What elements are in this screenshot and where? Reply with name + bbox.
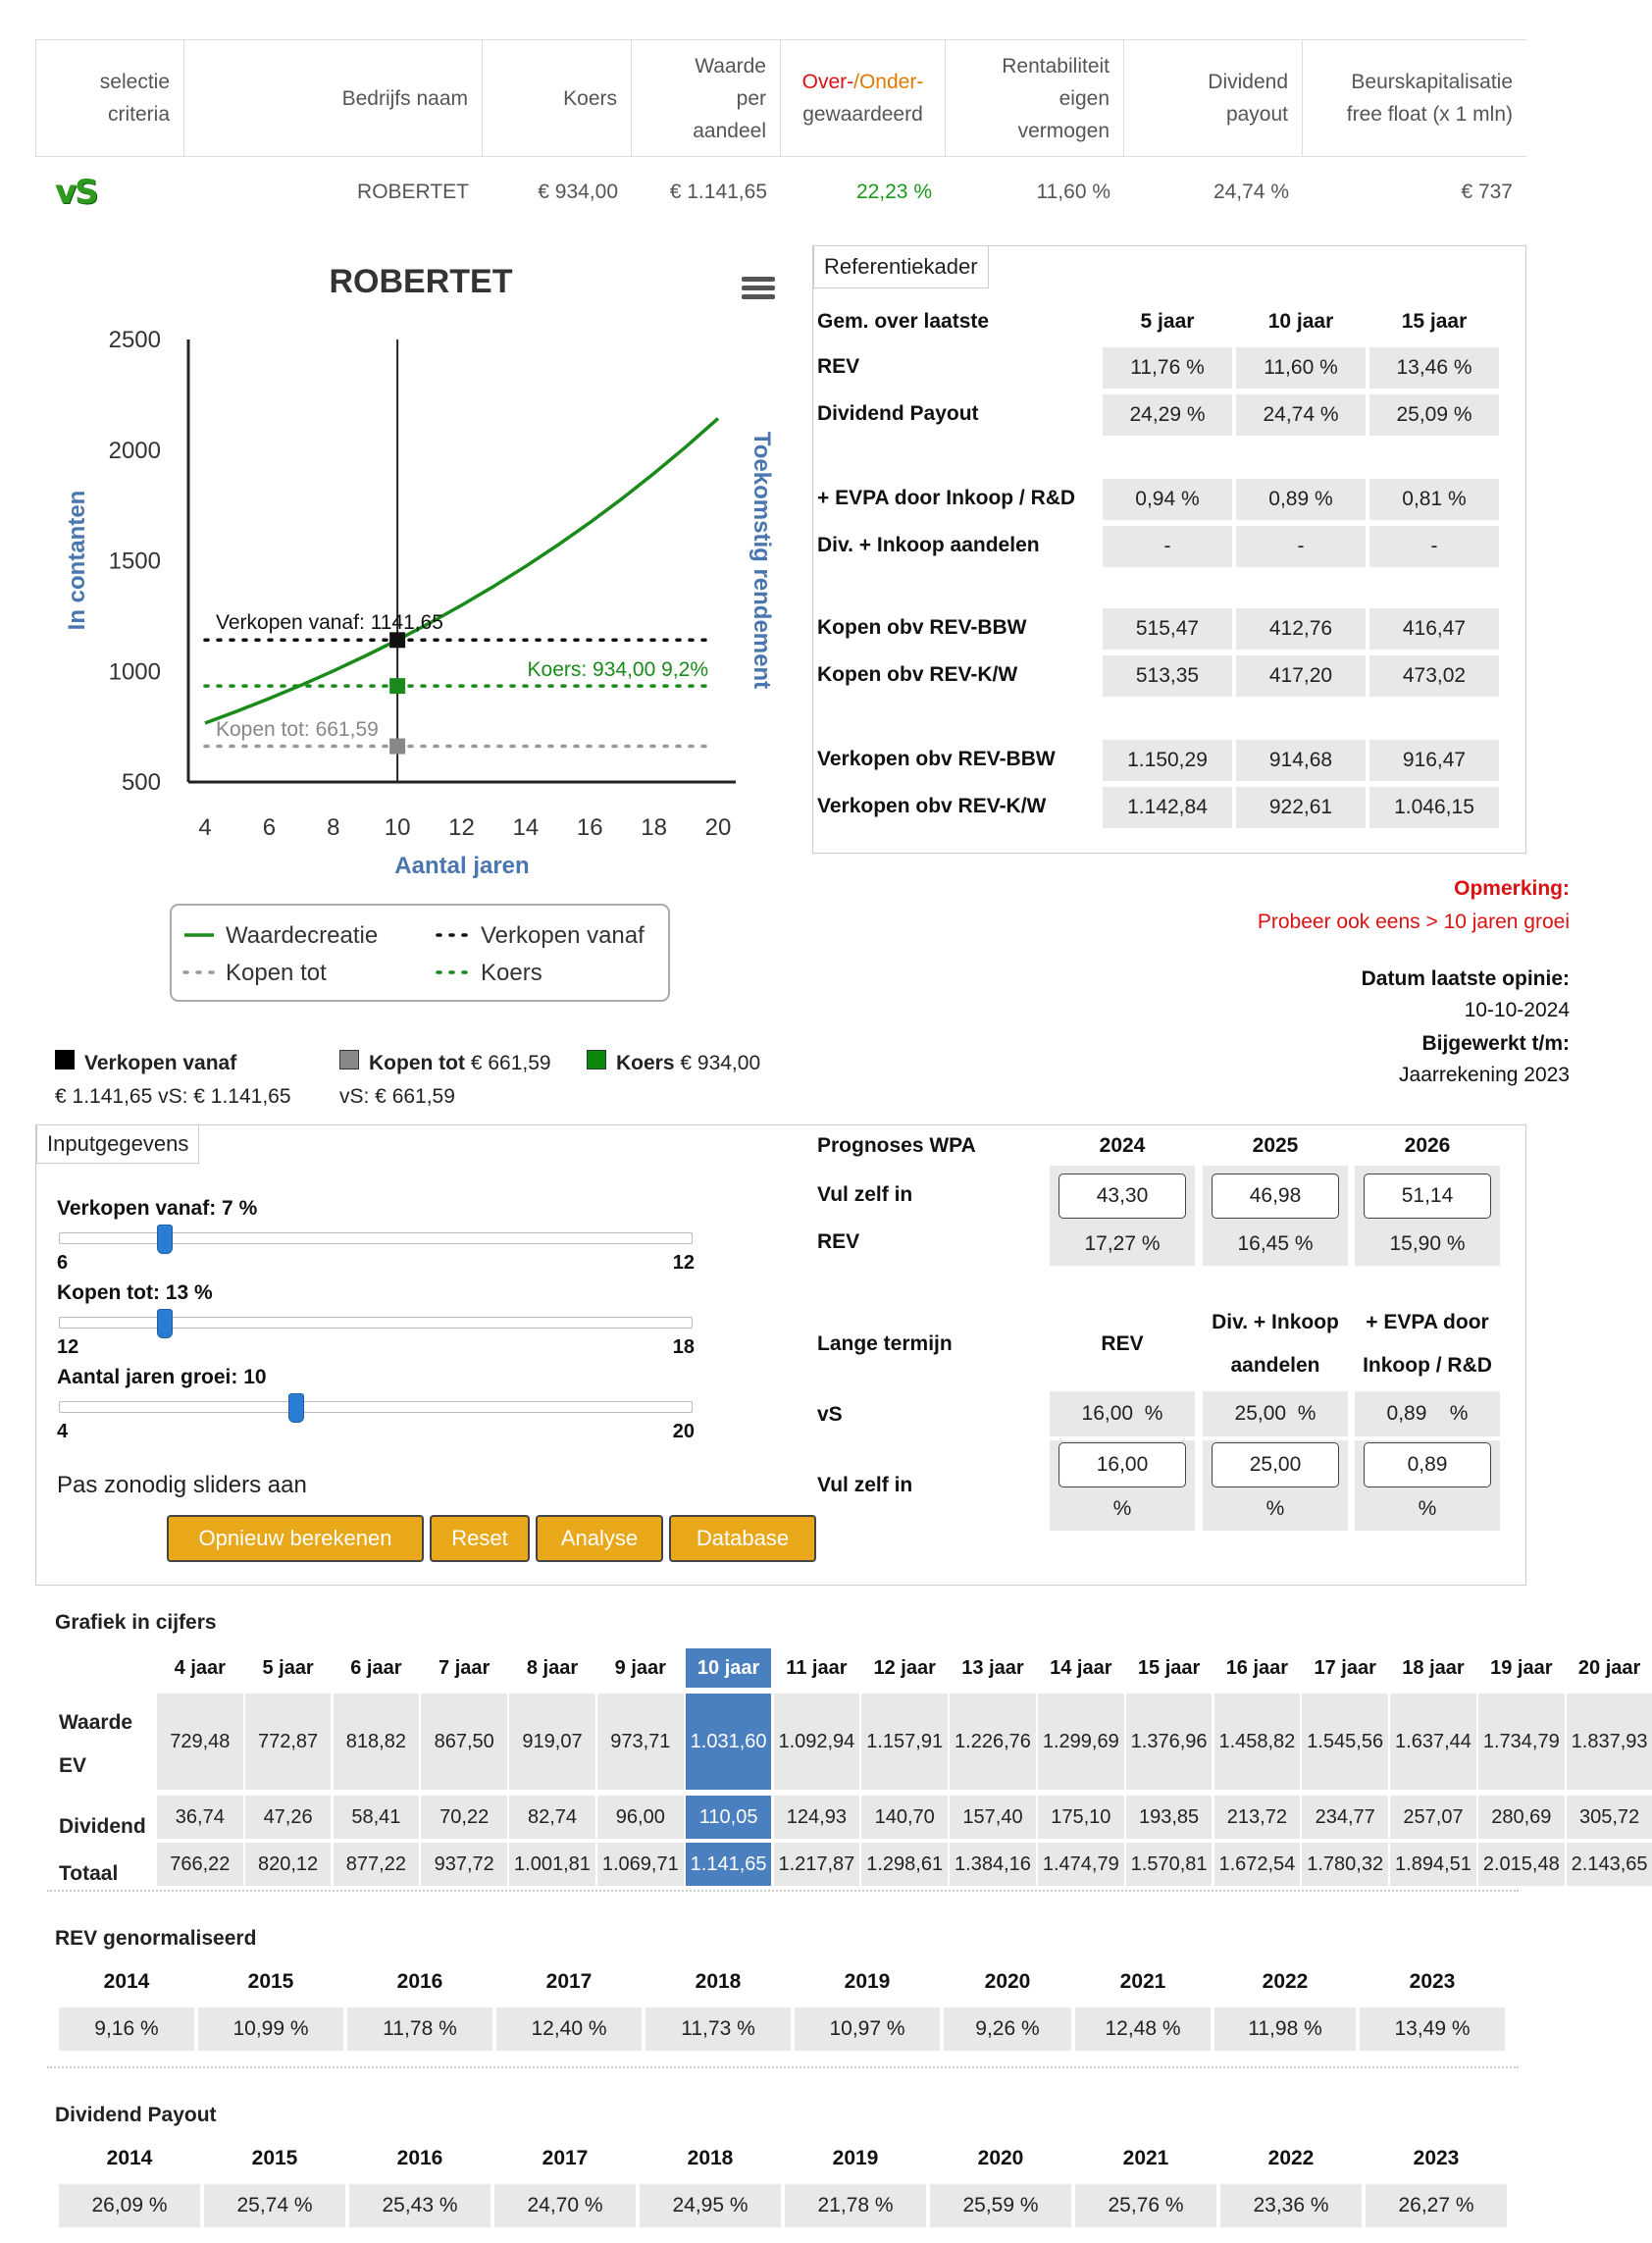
div_payout-year: 2018 bbox=[687, 2147, 734, 2169]
lt-input[interactable]: 25,00 bbox=[1212, 1442, 1339, 1487]
ref-cell: 11,76 % bbox=[1103, 347, 1232, 389]
y2-axis-label: Toekomstig rendement bbox=[749, 431, 775, 690]
legend-box bbox=[171, 905, 669, 1001]
grafiek-year-head[interactable]: 6 jaar bbox=[350, 1657, 402, 1679]
grafiek-cell: 96,00 bbox=[597, 1796, 684, 1839]
ref-cell: 916,47 bbox=[1369, 740, 1499, 781]
rev_norm-year: 2016 bbox=[396, 1970, 443, 1993]
grafiek-cell: 1.474,79 bbox=[1038, 1843, 1124, 1886]
lt-input[interactable]: 0,89 bbox=[1364, 1442, 1491, 1487]
col-dividend-payout[interactable]: Dividend payout bbox=[1124, 40, 1303, 156]
marker-kopen bbox=[389, 739, 405, 755]
slider-max: 18 bbox=[672, 1336, 695, 1358]
rev_norm-year: 2019 bbox=[844, 1970, 891, 1993]
grafiek-year-head[interactable]: 17 jaar bbox=[1314, 1657, 1376, 1679]
div_payout-year: 2021 bbox=[1122, 2147, 1169, 2169]
rev-norm-title: REV genormaliseerd bbox=[55, 1927, 257, 1950]
opnieuw-berekenen-button[interactable]: Opnieuw berekenen bbox=[167, 1515, 424, 1562]
grafiek-year-head[interactable]: 16 jaar bbox=[1225, 1657, 1289, 1679]
y-tick-label: 1500 bbox=[108, 548, 161, 575]
grafiek-cell: 1.298,61 bbox=[861, 1843, 948, 1886]
div_payout-cell: 24,95 % bbox=[640, 2184, 781, 2227]
slider-label: Aantal jaren groei: 10 bbox=[57, 1366, 267, 1388]
koers-value: € 934,00 bbox=[538, 181, 618, 203]
bijgewerkt-label: Bijgewerkt t/m: bbox=[1421, 1032, 1570, 1055]
legend-waardecreatie: Waardecreatie bbox=[226, 922, 379, 949]
rev_norm-cell: 11,78 % bbox=[347, 2008, 492, 2051]
lange-termijn-label: Lange termijn bbox=[817, 1332, 953, 1355]
div_payout-year: 2022 bbox=[1267, 2147, 1315, 2169]
div_payout-cell: 25,74 % bbox=[204, 2184, 345, 2227]
div-payout-title: Dividend Payout bbox=[55, 2104, 217, 2126]
datum-label: Datum laatste opinie: bbox=[1361, 967, 1570, 990]
grafiek-cell: 877,22 bbox=[334, 1843, 420, 1886]
slider-hint: Pas zonodig sliders aan bbox=[57, 1472, 307, 1498]
grafiek-cell: 1.837,93 bbox=[1567, 1694, 1652, 1790]
grafiek-cell: 1.545,56 bbox=[1302, 1694, 1388, 1790]
grafiek-year-head[interactable]: 9 jaar bbox=[614, 1657, 666, 1679]
grafiek-cell: 1.001,81 bbox=[509, 1843, 595, 1886]
col-beurskapitalisatie[interactable]: Beurskapitalisatie free float (x 1 mln) bbox=[1346, 71, 1513, 126]
wpa-input-2025[interactable]: 46,98 bbox=[1212, 1174, 1339, 1219]
summary-verkopen-value: € 1.141,65 vS: € 1.141,65 bbox=[55, 1085, 291, 1108]
grafiek-cell: 772,87 bbox=[245, 1694, 332, 1790]
ref-head-label: Gem. over laatste bbox=[817, 310, 990, 333]
lt-div-head: Div. + Inkoop bbox=[1212, 1311, 1339, 1333]
marker-verkopen bbox=[389, 632, 405, 648]
over-onder-value: 22,23 % bbox=[855, 181, 932, 203]
div_payout-year: 2017 bbox=[542, 2147, 589, 2169]
rev_norm-cell: 9,16 % bbox=[59, 2008, 194, 2051]
grafiek-year-head[interactable]: 10 jaar bbox=[686, 1648, 772, 1688]
chart-menu-icon bbox=[742, 294, 775, 299]
separator bbox=[47, 1890, 1519, 1892]
ref-row-label: Verkopen obv REV-K/W bbox=[817, 795, 1047, 817]
grafiek-cell: 110,05 bbox=[686, 1796, 772, 1839]
prognose-rev-cell: 17,27 % bbox=[1050, 1223, 1195, 1266]
ref-cell: 922,61 bbox=[1236, 787, 1366, 828]
div_payout-cell: 25,76 % bbox=[1075, 2184, 1216, 2227]
rev_norm-cell: 11,98 % bbox=[1214, 2008, 1356, 2051]
marker-koers bbox=[389, 678, 405, 694]
grafiek-cell: 58,41 bbox=[334, 1796, 420, 1839]
kopen-swatch bbox=[339, 1050, 359, 1069]
inputgegevens-title: Inputgegevens bbox=[36, 1125, 199, 1164]
div_payout-year: 2014 bbox=[106, 2147, 153, 2169]
grafiek-year-head[interactable]: 19 jaar bbox=[1490, 1657, 1553, 1679]
x-tick-label: 14 bbox=[512, 814, 540, 841]
grafiek-cell: 937,72 bbox=[421, 1843, 507, 1886]
slider-min: 4 bbox=[57, 1421, 69, 1442]
company-name: ROBERTET bbox=[357, 181, 469, 203]
summary-kopen-label: Kopen tot bbox=[369, 1052, 465, 1074]
annotation-kopen: Kopen tot: 661,59 bbox=[216, 718, 379, 741]
div_payout-cell: 23,36 % bbox=[1220, 2184, 1362, 2227]
grafiek-cell: 1.069,71 bbox=[597, 1843, 684, 1886]
rev_norm-cell: 9,26 % bbox=[944, 2008, 1071, 2051]
grafiek-cell: 257,07 bbox=[1390, 1796, 1476, 1839]
col-over-onder[interactable]: Over-/Onder- gewaardeerd bbox=[781, 40, 946, 156]
x-tick-label: 4 bbox=[198, 814, 212, 841]
grafiek-year-head[interactable]: 18 jaar bbox=[1402, 1657, 1465, 1679]
bijgewerkt-value: Jaarrekening 2023 bbox=[1399, 1064, 1570, 1086]
ref-cell: 1.142,84 bbox=[1103, 787, 1232, 828]
ref-cell: - bbox=[1103, 526, 1232, 567]
summary-koers-label: Koers bbox=[616, 1052, 675, 1074]
grafiek-cell: 280,69 bbox=[1478, 1796, 1565, 1839]
ref-cell: 0,94 % bbox=[1103, 479, 1232, 520]
annotation-koers: Koers: 934,00 9,2% bbox=[527, 658, 708, 681]
y-axis-label: In contanten bbox=[64, 490, 90, 631]
ref-cell: 412,76 bbox=[1236, 608, 1366, 650]
y-tick-label: 2000 bbox=[108, 437, 161, 464]
div_payout-cell: 25,43 % bbox=[349, 2184, 490, 2227]
slider-track[interactable] bbox=[59, 1401, 693, 1413]
rev_norm-cell: 10,97 % bbox=[795, 2008, 940, 2051]
ref-cell: 1.046,15 bbox=[1369, 787, 1499, 828]
grafiek-row-label: Totaal bbox=[59, 1862, 119, 1885]
ref-cell: 515,47 bbox=[1103, 608, 1232, 650]
opmerking-label: Opmerking: bbox=[1454, 877, 1570, 900]
grafiek-cell: 1.570,81 bbox=[1126, 1843, 1213, 1886]
grafiek-cell: 1.299,69 bbox=[1038, 1694, 1124, 1790]
y-tick-label: 500 bbox=[121, 769, 161, 796]
div_payout-year: 2019 bbox=[832, 2147, 879, 2169]
slider-label: Verkopen vanaf: 7 % bbox=[57, 1197, 258, 1220]
div_payout-year: 2015 bbox=[251, 2147, 298, 2169]
grafiek-year-head[interactable]: 11 jaar bbox=[786, 1657, 848, 1679]
slider-thumb[interactable] bbox=[157, 1225, 173, 1254]
rev-value: 11,60 % bbox=[1036, 181, 1110, 203]
rev_norm-cell: 11,73 % bbox=[645, 2008, 791, 2051]
rev_norm-year: 2021 bbox=[1119, 1970, 1166, 1993]
slider-label: Kopen tot: 13 % bbox=[57, 1281, 213, 1304]
vs-cell: 16,00 % bbox=[1050, 1391, 1195, 1436]
rev_norm-year: 2018 bbox=[695, 1970, 742, 1993]
x-tick-label: 6 bbox=[262, 814, 277, 841]
header-table bbox=[35, 39, 1526, 157]
ref-cell: 24,74 % bbox=[1236, 394, 1366, 436]
grafiek-cell: 213,72 bbox=[1214, 1796, 1301, 1839]
lt-evpa-head: + EVPA door bbox=[1366, 1311, 1489, 1333]
grafiek-row-label: Waarde EV bbox=[59, 1711, 133, 1777]
div_payout-cell: 26,27 % bbox=[1366, 2184, 1507, 2227]
grafiek-cell: 867,50 bbox=[421, 1694, 507, 1790]
col-waarde[interactable]: Waarde per aandeel bbox=[632, 40, 781, 156]
grafiek-cell: 140,70 bbox=[861, 1796, 948, 1839]
grafiek-cell: 36,74 bbox=[157, 1796, 243, 1839]
grafiek-cell: 1.217,87 bbox=[774, 1843, 860, 1886]
rev_norm-year: 2020 bbox=[984, 1970, 1031, 1993]
pct-label: % bbox=[1265, 1497, 1285, 1520]
grafiek-year-head[interactable]: 5 jaar bbox=[262, 1657, 314, 1679]
ref-row-label: Div. + Inkoop aandelen bbox=[817, 534, 1040, 556]
ref-cell: 13,46 % bbox=[1369, 347, 1499, 389]
lt-input[interactable]: 16,00 bbox=[1058, 1442, 1186, 1487]
grafiek-cell: 47,26 bbox=[245, 1796, 332, 1839]
slider-thumb[interactable] bbox=[157, 1309, 173, 1338]
x-axis-label: Aantal jaren bbox=[394, 853, 530, 879]
y-tick-label: 1000 bbox=[108, 658, 161, 686]
prognoses-title: Prognoses WPA bbox=[817, 1134, 976, 1157]
grafiek-year-head[interactable]: 8 jaar bbox=[526, 1657, 579, 1679]
reset-button[interactable]: Reset bbox=[430, 1515, 530, 1562]
summary-kopen-value: € 661,59 bbox=[470, 1052, 551, 1074]
grafiek-year-head[interactable]: 14 jaar bbox=[1050, 1657, 1112, 1679]
payout-value: 24,74 % bbox=[1213, 181, 1289, 203]
ref-head-col: 5 jaar bbox=[1140, 310, 1195, 333]
rev_norm-cell: 12,40 % bbox=[496, 2008, 642, 2051]
lt-evpa-head2: Inkoop / R&D bbox=[1363, 1354, 1492, 1377]
grafiek-cell: 157,40 bbox=[950, 1796, 1036, 1839]
grafiek-cell: 1.894,51 bbox=[1390, 1843, 1476, 1886]
grafiek-cell: 1.376,96 bbox=[1126, 1694, 1213, 1790]
rev_norm-cell: 12,48 % bbox=[1075, 2008, 1211, 2051]
referentiekader-title: Referentiekader bbox=[813, 246, 989, 288]
x-tick-label: 20 bbox=[704, 814, 732, 841]
grafiek-year-head[interactable]: 15 jaar bbox=[1137, 1657, 1201, 1679]
rev_norm-cell: 13,49 % bbox=[1360, 2008, 1505, 2051]
grafiek-cell: 1.384,16 bbox=[950, 1843, 1036, 1886]
x-tick-label: 10 bbox=[384, 814, 411, 841]
prognoses-year: 2025 bbox=[1252, 1134, 1299, 1157]
x-tick-label: 16 bbox=[576, 814, 603, 841]
grafiek-cell: 729,48 bbox=[157, 1694, 243, 1790]
x-tick-label: 18 bbox=[641, 814, 667, 841]
grafiek-cell: 1.734,79 bbox=[1478, 1694, 1565, 1790]
grafiek-cell: 305,72 bbox=[1567, 1796, 1652, 1839]
ref-head-col: 15 jaar bbox=[1401, 310, 1468, 333]
ref-cell: - bbox=[1369, 526, 1499, 567]
grafiek-cell: 1.141,65 bbox=[686, 1843, 772, 1886]
summary-verkopen-label: Verkopen vanaf bbox=[84, 1052, 237, 1074]
grafiek-cell: 1.226,76 bbox=[950, 1694, 1036, 1790]
chart-title: ROBERTET bbox=[329, 263, 513, 300]
grafiek-cell: 1.780,32 bbox=[1302, 1843, 1388, 1886]
grafiek-cell: 175,10 bbox=[1038, 1796, 1124, 1839]
slider-max: 20 bbox=[672, 1421, 695, 1442]
rev_norm-year: 2023 bbox=[1409, 1970, 1456, 1993]
prognoses-year: 2024 bbox=[1099, 1134, 1146, 1157]
wpa-input-2024[interactable]: 43,30 bbox=[1058, 1174, 1186, 1219]
analyse-button[interactable]: Analyse bbox=[536, 1515, 663, 1562]
chart-container bbox=[35, 245, 804, 1030]
grafiek-cell: 973,71 bbox=[597, 1694, 684, 1790]
summary-kopen-vs: vS: € 661,59 bbox=[339, 1085, 455, 1108]
vs-cell: 0,89 % bbox=[1355, 1391, 1500, 1436]
div_payout-year: 2020 bbox=[977, 2147, 1024, 2169]
legend-kopen: Kopen tot bbox=[226, 960, 327, 986]
chart-svg bbox=[35, 245, 804, 1030]
pct-label: % bbox=[1418, 1497, 1437, 1520]
div_payout-cell: 25,59 % bbox=[930, 2184, 1071, 2227]
ref-cell: - bbox=[1236, 526, 1366, 567]
grafiek-cell: 820,12 bbox=[245, 1843, 332, 1886]
grafiek-title: Grafiek in cijfers bbox=[55, 1611, 217, 1634]
ref-cell: 513,35 bbox=[1103, 655, 1232, 697]
col-selectie[interactable]: selectie criteria bbox=[35, 40, 184, 156]
col-koers[interactable]: Koers bbox=[483, 40, 632, 156]
rev_norm-year: 2017 bbox=[545, 1970, 593, 1993]
slider-min: 12 bbox=[57, 1336, 79, 1358]
x-tick-label: 8 bbox=[327, 814, 340, 841]
grafiek-cell: 818,82 bbox=[334, 1694, 420, 1790]
grafiek-cell: 1.637,44 bbox=[1390, 1694, 1476, 1790]
rev_norm-year: 2015 bbox=[247, 1970, 294, 1993]
div_payout-cell: 21,78 % bbox=[785, 2184, 926, 2227]
grafiek-cell: 193,85 bbox=[1126, 1796, 1213, 1839]
div_payout-year: 2016 bbox=[396, 2147, 443, 2169]
prognoses-year: 2026 bbox=[1404, 1134, 1451, 1157]
grafiek-cell: 766,22 bbox=[157, 1843, 243, 1886]
ref-cell: 417,20 bbox=[1236, 655, 1366, 697]
kapitalisatie-value: € 737 bbox=[1461, 181, 1513, 203]
grafiek-cell: 1.157,91 bbox=[861, 1694, 948, 1790]
verkopen-swatch bbox=[55, 1050, 75, 1069]
probeer-link[interactable]: Probeer ook eens > 10 jaren groei bbox=[1257, 911, 1570, 933]
grafiek-year-head[interactable]: 4 jaar bbox=[174, 1657, 226, 1679]
slider-min: 6 bbox=[57, 1252, 69, 1274]
waarde-value: € 1.141,65 bbox=[669, 181, 767, 203]
grafiek-year-head[interactable]: 7 jaar bbox=[439, 1657, 490, 1679]
separator bbox=[47, 2066, 1519, 2068]
ref-cell: 416,47 bbox=[1369, 608, 1499, 650]
grafiek-cell: 2.143,65 bbox=[1567, 1843, 1652, 1886]
prognose-rev-cell: 16,45 % bbox=[1203, 1223, 1348, 1266]
summary-koers-value: € 934,00 bbox=[680, 1052, 761, 1074]
div_payout-cell: 24,70 % bbox=[494, 2184, 636, 2227]
koers-swatch bbox=[587, 1050, 606, 1069]
grafiek-cell: 1.458,82 bbox=[1214, 1694, 1301, 1790]
grafiek-cell: 1.672,54 bbox=[1214, 1843, 1301, 1886]
lt-div-head2: aandelen bbox=[1230, 1354, 1320, 1377]
grafiek-cell: 82,74 bbox=[509, 1796, 595, 1839]
slider-track[interactable] bbox=[59, 1232, 693, 1244]
lt-rev-head: REV bbox=[1101, 1332, 1144, 1355]
div_payout-cell: 26,09 % bbox=[59, 2184, 200, 2227]
grafiek-cell: 124,93 bbox=[774, 1796, 860, 1839]
div_payout-year: 2023 bbox=[1413, 2147, 1460, 2169]
legend-verkopen: Verkopen vanaf bbox=[481, 922, 645, 949]
vs-cell: 25,00 % bbox=[1203, 1391, 1348, 1436]
ref-cell: 25,09 % bbox=[1369, 394, 1499, 436]
slider-thumb[interactable] bbox=[288, 1393, 304, 1423]
ref-row-label: Kopen obv REV-K/W bbox=[817, 663, 1018, 686]
ref-cell: 1.150,29 bbox=[1103, 740, 1232, 781]
grafiek-cell: 2.015,48 bbox=[1478, 1843, 1565, 1886]
database-button[interactable]: Database bbox=[669, 1515, 816, 1562]
vs-label: vS bbox=[817, 1403, 843, 1426]
ref-row-label: Verkopen obv REV-BBW bbox=[817, 748, 1056, 770]
grafiek-cell: 1.031,60 bbox=[686, 1694, 772, 1790]
prognose-rev-cell: 15,90 % bbox=[1355, 1223, 1500, 1266]
grafiek-year-head[interactable]: 13 jaar bbox=[961, 1657, 1024, 1679]
col-rentabiliteit[interactable]: Rentabiliteit eigen vermogen bbox=[946, 40, 1124, 156]
ref-cell: 473,02 bbox=[1369, 655, 1499, 697]
annotation-verkopen: Verkopen vanaf: 1141,65 bbox=[216, 611, 443, 634]
grafiek-cell: 70,22 bbox=[421, 1796, 507, 1839]
vul-zelf-in-label-2: Vul zelf in bbox=[817, 1474, 913, 1496]
ref-row-label: Dividend Payout bbox=[817, 402, 979, 425]
ref-row-label: REV bbox=[817, 355, 860, 378]
vs-logo[interactable]: vS bbox=[55, 173, 97, 212]
ref-head-col: 10 jaar bbox=[1267, 310, 1334, 333]
ref-cell: 0,81 % bbox=[1369, 479, 1499, 520]
col-bedrijfsnaam[interactable]: Bedrijfs naam bbox=[184, 40, 483, 156]
pct-label: % bbox=[1112, 1497, 1132, 1520]
grafiek-year-head[interactable]: 20 jaar bbox=[1577, 1657, 1641, 1679]
ref-cell: 11,60 % bbox=[1236, 347, 1366, 389]
slider-track[interactable] bbox=[59, 1317, 693, 1329]
grafiek-year-head[interactable]: 12 jaar bbox=[873, 1657, 936, 1679]
grafiek-cell: 234,77 bbox=[1302, 1796, 1388, 1839]
datum-value: 10-10-2024 bbox=[1464, 999, 1570, 1021]
grafiek-row-label: Dividend bbox=[59, 1815, 146, 1838]
chart-menu-icon bbox=[742, 286, 775, 290]
ref-row-label: + EVPA door Inkoop / R&D bbox=[817, 487, 1076, 509]
ref-cell: 0,89 % bbox=[1236, 479, 1366, 520]
ref-cell: 24,29 % bbox=[1103, 394, 1232, 436]
vul-zelf-in-label: Vul zelf in bbox=[817, 1183, 913, 1206]
ref-cell: 914,68 bbox=[1236, 740, 1366, 781]
grafiek-cell: 919,07 bbox=[509, 1694, 595, 1790]
x-tick-label: 12 bbox=[448, 814, 475, 841]
legend-koers: Koers bbox=[481, 960, 542, 986]
rev-label: REV bbox=[817, 1230, 860, 1253]
wpa-input-2026[interactable]: 51,14 bbox=[1364, 1174, 1491, 1219]
rev_norm-year: 2022 bbox=[1262, 1970, 1309, 1993]
grafiek-cell: 1.092,94 bbox=[774, 1694, 860, 1790]
rev_norm-year: 2014 bbox=[103, 1970, 150, 1993]
ref-row-label: Kopen obv REV-BBW bbox=[817, 616, 1027, 639]
slider-max: 12 bbox=[672, 1252, 695, 1274]
rev_norm-cell: 10,99 % bbox=[198, 2008, 343, 2051]
header-row bbox=[35, 157, 1526, 228]
y-tick-label: 2500 bbox=[108, 327, 161, 353]
chart-menu-icon bbox=[742, 277, 775, 282]
